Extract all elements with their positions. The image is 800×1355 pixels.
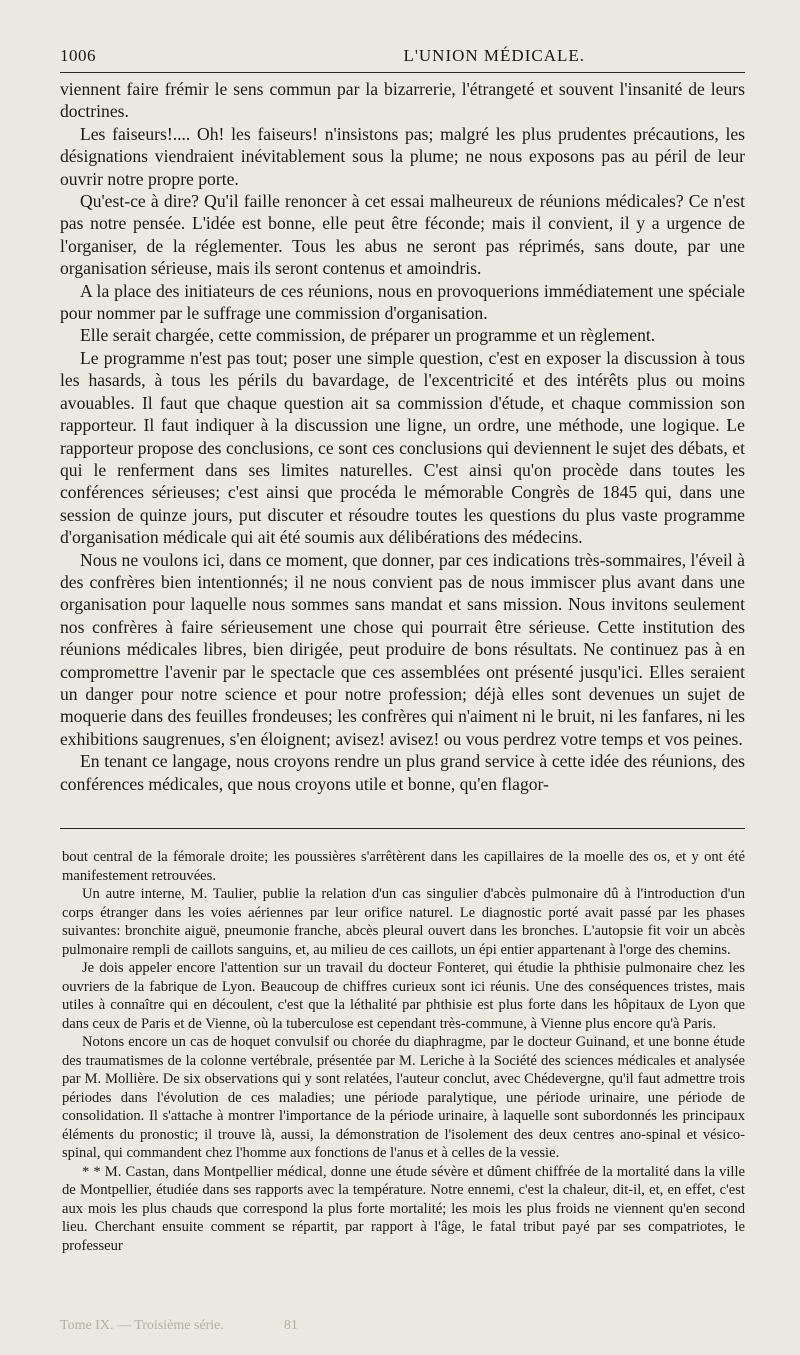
- feuilleton-separator: [60, 828, 745, 829]
- feuilleton-notes: [62, 848, 745, 1255]
- volume-line: Tome IX. — Troisième série.: [60, 1318, 224, 1333]
- journal-title: L'UNION MÉDICALE.: [403, 46, 585, 65]
- signature-mark: 81: [283, 1318, 298, 1333]
- note-paragraph: Je dois appeler encore l'attention sur un travail du docteur Fonteret, qui étudie la phthisie pulmonaire chez les ouvriers de la fabrique de Lyon. Beaucoup de chiffres curieux sont ici réunis. Une des conséquences tristes, mais utiles à connaître qui en découlent, c'est que la léthalité par phthisie est plus forte dans les hôpitaux de Lyon que dans ceux de Paris et de Vienne, où la tuberculose est cependant très-commune, à Vienne plus encore qu'à Paris.: [62, 960, 745, 1032]
- article-paragraph: Les faiseurs!.... Oh! les faiseurs! n'insistons pas; malgré les plus prudentes précautions, les désignations viendraient inévitablement sous la plume; ne nous exposons pas au péril de leur ouvrir notre propre porte.: [60, 123, 745, 189]
- article-paragraph: Elle serait chargée, cette commission, de préparer un programme et un règlement.: [80, 325, 656, 346]
- header-rule: [60, 72, 745, 73]
- article-body: [60, 78, 745, 795]
- article-paragraph: Le programme n'est pas tout; poser une simple question, c'est en exposer la discussion à tous les hasards, à tous les périls du bavardage, de l'excentricité et des intérêts plus ou moins avouables. Il faut que chaque question ait sa commission d'étude, et chaque commission son rapporteur. Il faut indiquer à la discussion une ligne, un ordre, une méthode, une logique. Le rapporteur propose des conclusions, ce sont ces conclusions qui deviennent le sujet des débats, et qui le renferment dans ses limites naturelles. C'est ainsi qu'on procède dans toutes les conférences sérieuses; c'est ainsi que procéda le mémorable Congrès de 1845 qui, dans une session de quinze jours, put discuter et résoudre toutes les questions du plus vaste programme d'organisation médicale qui ait été soumis aux délibérations des médecins.: [60, 347, 745, 548]
- note-paragraph: Un autre interne, M. Taulier, publie la relation d'un cas singulier d'abcès pulmonaire dû à l'introduction d'un corps étranger dans les voies aériennes par leur orifice naturel. Le diagnostic porté avait passé par les phases suivantes: bronchite aiguë, pneumonie franche, abcès pleural ouvert dans les bronches. L'autopsie fit voir un abcès pulmonaire rempli de caillots sanguins, et, au milieu de ces caillots, un épi entier appartenant à l'orge des chemins.: [62, 886, 745, 958]
- running-header: [60, 32, 745, 66]
- note-paragraph: Notons encore un cas de hoquet convulsif ou chorée du diaphragme, par le docteur Guinand, et une bonne étude des traumatismes de la colonne vertébrale, présentée par M. Leriche à la Société des sciences médicales et analysée par M. Mollière. De six observations qui y sont relatées, l'auteur conclut, avec Chédevergne, qu'il faut admettre trois périodes dans l'évolution de ces maladies; une période paralytique, une période urinaire, une période de consolidation. Il s'attache à montrer l'importance de la période urinaire, à laquelle sont subordonnés les principaux éléments du pronostic; il trouve là, aussi, la démonstration de l'isolement des deux centres ano-spinal et vésico-spinal, qui commandent chez l'homme aux fonctions de l'anus et à celles de la vessie.: [62, 1034, 745, 1161]
- note-paragraph: bout central de la fémorale droite; les poussières s'arrêtèrent dans les capillaires de la moelle des os, et y ont été manifestement retrouvées.: [62, 849, 745, 884]
- note-paragraph: * * M. Castan, dans Montpellier médical, donne une étude sévère et dûment chiffrée de la mortalité dans la ville de Montpellier, étudiée dans ses rapports avec la température. Notre ennemi, c'est la chaleur, dit-il, et, en effet, c'est aux mois les plus chauds que correspond la plus forte mortalité; les mois les plus froids ne viennent qu'en second lieu. Cherchant ensuite comment se répartit, par rapport à l'âge, le fatal tribut payé par ses compatriotes, le professeur: [62, 1163, 745, 1254]
- page-number: 1006: [60, 46, 96, 65]
- article-paragraph: viennent faire frémir le sens commun par la bizarrerie, l'étrangeté et souvent l'insanité de leurs doctrines.: [60, 79, 745, 122]
- article-paragraph: A la place des initiateurs de ces réunions, nous en provoquerions immédiatement une spéciale pour nommer par le suffrage une commission d'organisation.: [60, 280, 745, 324]
- article-paragraph: En tenant ce langage, nous croyons rendre un plus grand service à cette idée des réunions, des conférences médicales, que nous croyons utile et bonne, qu'en flagor-: [60, 751, 745, 794]
- page-footer: [60, 1318, 745, 1334]
- article-paragraph: Nous ne voulons ici, dans ce moment, que donner, par ces indications très-sommaires, l'éveil à des confrères bien intentionnés; il ne nous convient pas de nous immiscer plus avant dans une organisation pour laquelle nous sommes sans mandat et sans mission. Nous invitons seulement nos confrères à faire sérieusement une chose qui pourrait être sérieuse. Cette institution des réunions médicales libres, bien dirigée, peut produire de bons résultats. Ne continuez pas à en compromettre l'avenir par le spectacle que ces assemblées ont présenté jusqu'ici. Elles seraient un danger pour notre science et pour notre profession; déjà elles sont devenues un sujet de moquerie dans des feuilles frondeuses; les confrères qui n'aiment ni le bruit, ni les fanfares, ni les exhibitions saugrenues, s'en éloignent; avisez! avisez! ou vous perdrez votre temps et vos peines.: [60, 549, 745, 749]
- article-paragraph: Qu'est-ce à dire? Qu'il faille renoncer à cet essai malheureux de réunions médicales? Ce n'est pas notre pensée. L'idée est bonne, elle peut être féconde; mais il convient, il y a urgence de l'organiser, de la réglementer. Tous les abus ne seront pas réprimés, sans doute, par une organisation sérieuse, mais ils seront contenus et amoindris.: [60, 191, 745, 279]
